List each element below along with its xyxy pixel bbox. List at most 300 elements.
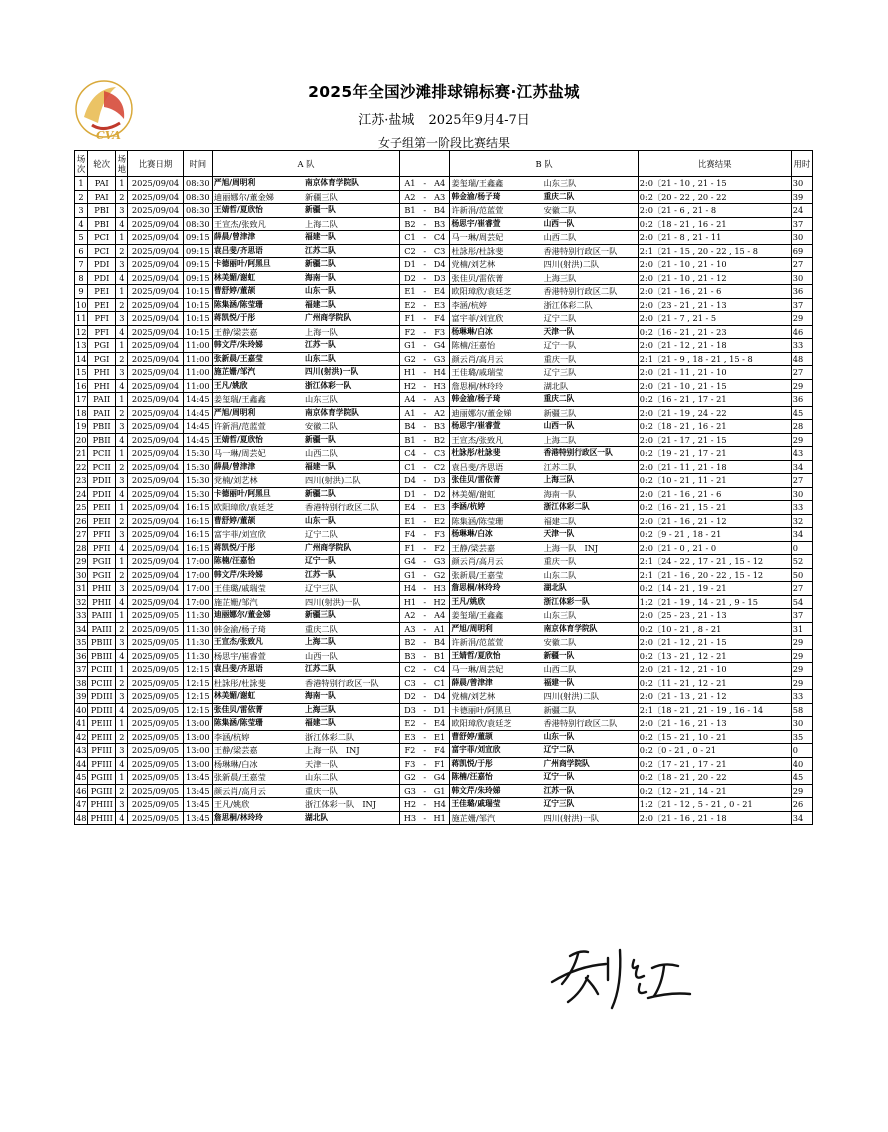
team-a-code: E3 [400, 730, 420, 744]
result: 2:0〔21 - 16 , 21 - 18 [638, 811, 791, 825]
result: 2:0〔21 - 11 , 21 - 18 [638, 460, 791, 474]
team-a-name: 山东二队 [304, 771, 400, 785]
team-b-players: 林美媚/谢虹 [450, 487, 543, 501]
team-a-name: 广州商学院队 [304, 312, 400, 326]
duration: 34 [791, 460, 812, 474]
result: 0:2〔18 - 21 , 16 - 21 [638, 420, 791, 434]
round: PEIII [88, 730, 116, 744]
code-separator: - [420, 231, 430, 245]
code-separator: - [420, 474, 430, 488]
time: 14:45 [183, 420, 212, 434]
round: PCI [88, 244, 116, 258]
header-row [75, 151, 813, 177]
court: 1 [116, 663, 128, 677]
team-a-name: 重庆一队 [304, 784, 400, 798]
duration: 30 [791, 487, 812, 501]
result: 2:0〔21 - 11 , 21 - 10 [638, 366, 791, 380]
date: 2025/09/04 [128, 433, 183, 447]
court: 4 [116, 703, 128, 717]
team-b-code: F3 [430, 528, 450, 542]
table-row [75, 298, 813, 312]
team-b-name: 香港特别行政区一队 [543, 244, 639, 258]
duration: 33 [791, 690, 812, 704]
team-a-name: 广州商学院队 [304, 541, 400, 555]
team-a-name: 天津一队 [304, 757, 400, 771]
match-no: 15 [76, 367, 87, 378]
match-no: 16 [76, 380, 87, 391]
team-a-name: 上海二队 [304, 217, 400, 231]
team-a-name: 山西二队 [304, 447, 400, 461]
court: 2 [116, 784, 128, 798]
team-b-players: 张佳贝/雷依菁 [450, 271, 543, 285]
round: PBI [88, 204, 116, 218]
team-b-name: 山西一队 [543, 420, 639, 434]
result: 0:2〔19 - 21 , 17 - 21 [638, 447, 791, 461]
code-separator: - [420, 703, 430, 717]
result: 0:2〔12 - 21 , 14 - 21 [638, 784, 791, 798]
round: PCIII [88, 663, 116, 677]
team-a-name: 新疆三队 [304, 609, 400, 623]
time: 17:00 [183, 582, 212, 596]
team-b-name: 重庆二队 [543, 190, 639, 204]
match-no: 4 [75, 217, 88, 231]
team-b-players: 薛晨/曾津津 [450, 676, 543, 690]
team-a-name: 上海一队 [304, 325, 400, 339]
court: 4 [116, 541, 128, 555]
court: 3 [116, 582, 128, 596]
team-a-players: 王凡/姚欣 [212, 798, 304, 812]
time: 14:45 [183, 393, 212, 407]
time: 08:30 [183, 217, 212, 231]
code-separator: - [420, 514, 430, 528]
code-separator: - [420, 784, 430, 798]
table-row [75, 487, 813, 501]
court: 3 [116, 204, 128, 218]
team-b-players: 李涵/杭婷 [450, 501, 543, 515]
team-a-players: 林美媚/谢虹 [212, 690, 304, 704]
duration: 30 [791, 717, 812, 731]
round: PHII [88, 582, 116, 596]
team-b-players: 蒋凯悦/于彤 [450, 757, 543, 771]
duration: 29 [791, 676, 812, 690]
team-b-players: 颜云肖/高月云 [450, 555, 543, 569]
code-separator: - [420, 690, 430, 704]
table-row [75, 757, 813, 771]
table-row [75, 595, 813, 609]
time: 11:00 [183, 339, 212, 353]
team-a-name: 新疆二队 [304, 487, 400, 501]
team-a-code: H1 [400, 595, 420, 609]
date: 2025/09/05 [128, 676, 183, 690]
court: 4 [116, 433, 128, 447]
match-no: 45 [76, 772, 87, 783]
court: 3 [116, 636, 128, 650]
team-a-players: 薛晨/曾津津 [212, 460, 304, 474]
duration: 69 [791, 244, 812, 258]
code-separator: - [420, 555, 430, 569]
duration: 33 [791, 339, 812, 353]
round: PGIII [88, 771, 116, 785]
team-b-players: 富宇菲/刘宣欣 [450, 312, 543, 326]
time: 11:00 [183, 379, 212, 393]
table-row [75, 231, 813, 245]
duration: 0 [791, 744, 812, 758]
time: 14:45 [183, 406, 212, 420]
team-b-players: 王婧哲/夏欣怡 [450, 649, 543, 663]
team-b-name: 辽宁三队 [543, 798, 639, 812]
round: PFI [88, 325, 116, 339]
code-separator: - [420, 501, 430, 515]
code-separator: - [420, 717, 430, 731]
col-result: 比赛结果 [638, 151, 791, 177]
team-a-players: 曹舒婷/董颉 [212, 514, 304, 528]
date: 2025/09/04 [128, 541, 183, 555]
team-a-name: 上海二队 [304, 636, 400, 650]
match-no: 12 [76, 326, 87, 337]
match-no: 44 [76, 758, 87, 769]
team-b-name: 新疆一队 [543, 649, 639, 663]
page-title: 2025年全国沙滩排球锦标赛·江苏盐城 [308, 83, 580, 101]
table-row [75, 339, 813, 353]
team-a-code: G1 [400, 568, 420, 582]
team-a-players: 王佳璐/戚瑞莹 [212, 582, 304, 596]
time: 12:15 [183, 703, 212, 717]
team-b-code: B3 [430, 217, 450, 231]
team-b-name: 重庆二队 [543, 393, 639, 407]
round: PDII [88, 474, 116, 488]
team-a-code: E2 [400, 717, 420, 731]
round: PGI [88, 339, 116, 353]
round: PAII [88, 406, 116, 420]
round: PHIII [88, 811, 116, 825]
code-separator: - [420, 798, 430, 812]
team-a-name: 福建二队 [304, 298, 400, 312]
team-a-code: B1 [400, 433, 420, 447]
round: PFIII [88, 744, 116, 758]
team-a-players: 颜云肖/高月云 [212, 784, 304, 798]
team-b-name: 山东一队 [543, 730, 639, 744]
duration: 50 [791, 568, 812, 582]
round: PFII [88, 541, 116, 555]
team-b-players: 杨思宇/崔睿萱 [450, 420, 543, 434]
date: 2025/09/04 [128, 271, 183, 285]
team-b-players: 李涵/杭婷 [450, 298, 543, 312]
team-b-name: 香港特别行政区二队 [543, 285, 639, 299]
subtitle [0, 109, 888, 128]
time: 11:30 [183, 649, 212, 663]
match-no: 34 [76, 623, 87, 634]
team-a-code: E2 [400, 298, 420, 312]
date: 2025/09/05 [128, 798, 183, 812]
code-separator: - [420, 636, 430, 650]
team-a-players: 王凡/姚欣 [212, 379, 304, 393]
team-b-name: 天津一队 [543, 528, 639, 542]
date: 2025/09/05 [128, 717, 183, 731]
team-a-code: G2 [400, 352, 420, 366]
time: 11:30 [183, 622, 212, 636]
result: 0:2〔11 - 21 , 12 - 21 [638, 676, 791, 690]
date: 2025/09/04 [128, 204, 183, 218]
code-separator: - [420, 285, 430, 299]
team-a-code: F1 [400, 541, 420, 555]
result: 0:2〔13 - 21 , 12 - 21 [638, 649, 791, 663]
court: 1 [116, 609, 128, 623]
table-row [75, 474, 813, 488]
result: 2:0〔21 - 6 , 21 - 8 [638, 204, 791, 218]
code-separator: - [420, 447, 430, 461]
table-row [75, 285, 813, 299]
team-a-name: 海南一队 [304, 690, 400, 704]
duration: 43 [791, 447, 812, 461]
team-b-code: F2 [430, 541, 450, 555]
team-b-code: H4 [430, 798, 450, 812]
match-no: 22 [76, 461, 87, 472]
col-time: 时间 [183, 151, 212, 177]
table-row [75, 771, 813, 785]
code-separator: - [420, 325, 430, 339]
team-b-players: 张佳贝/雷依菁 [450, 474, 543, 488]
team-a-players: 党楠/刘艺林 [212, 474, 304, 488]
team-a-code: C3 [400, 676, 420, 690]
date: 2025/09/05 [128, 730, 183, 744]
team-b-code: B1 [430, 649, 450, 663]
team-b-name: 重庆一队 [543, 555, 639, 569]
result: 0:2〔17 - 21 , 17 - 21 [638, 757, 791, 771]
duration: 37 [791, 609, 812, 623]
team-a-code: E1 [400, 514, 420, 528]
team-b-name: 辽宁一队 [543, 339, 639, 353]
result: 2:0〔21 - 16 , 21 - 6 [638, 285, 791, 299]
match-no: 23 [76, 475, 87, 486]
time: 16:15 [183, 514, 212, 528]
time: 15:30 [183, 460, 212, 474]
duration: 29 [791, 636, 812, 650]
team-b-name: 辽宁二队 [543, 744, 639, 758]
time: 17:00 [183, 568, 212, 582]
code-separator: - [420, 379, 430, 393]
team-a-code: F1 [400, 312, 420, 326]
table-row [75, 622, 813, 636]
match-no: 5 [75, 231, 88, 245]
time: 09:15 [183, 271, 212, 285]
code-separator: - [420, 528, 430, 542]
result: 0:2〔14 - 21 , 19 - 21 [638, 582, 791, 596]
team-a-name: 辽宁一队 [304, 555, 400, 569]
team-a-name: 山东三队 [304, 393, 400, 407]
duration: 37 [791, 298, 812, 312]
match-no: 42 [76, 731, 87, 742]
team-a-name: 香港特别行政区二队 [304, 501, 400, 515]
table-row [75, 730, 813, 744]
court: 2 [116, 622, 128, 636]
result: 2:0〔21 - 0 , 21 - 0 [638, 541, 791, 555]
team-b-name: 江苏一队 [543, 784, 639, 798]
time: 09:15 [183, 258, 212, 272]
code-separator: - [420, 771, 430, 785]
table-row [75, 501, 813, 515]
team-a-code: D4 [400, 474, 420, 488]
team-a-players: 陈集涵/陈莹珊 [212, 717, 304, 731]
duration: 24 [791, 204, 812, 218]
time: 09:15 [183, 244, 212, 258]
team-a-name: 四川(射洪)一队 [304, 595, 400, 609]
team-a-code: D1 [400, 487, 420, 501]
team-b-players: 陈楠/汪嘉怡 [450, 771, 543, 785]
team-b-name: 海南一队 [543, 487, 639, 501]
event-dates: 2025年9月4-7日 [428, 113, 530, 128]
code-separator: - [420, 595, 430, 609]
team-a-players: 杜詠彤/杜詠斐 [212, 676, 304, 690]
court: 4 [116, 595, 128, 609]
team-b-name: 四川(射洪)二队 [543, 258, 639, 272]
result: 1:2〔21 - 19 , 14 - 21 , 9 - 15 [638, 595, 791, 609]
court: 3 [116, 366, 128, 380]
court: 4 [116, 379, 128, 393]
team-b-code: H4 [430, 366, 450, 380]
date: 2025/09/04 [128, 339, 183, 353]
time: 16:15 [183, 528, 212, 542]
team-b-players: 姜玺瑞/王鑫鑫 [450, 177, 543, 191]
duration: 26 [791, 798, 812, 812]
match-no: 36 [76, 650, 87, 661]
team-a-name: 山东一队 [304, 285, 400, 299]
time: 10:15 [183, 312, 212, 326]
team-a-players: 王婧哲/夏欣怡 [212, 433, 304, 447]
team-a-code: C4 [400, 447, 420, 461]
team-a-players: 陈集涵/陈莹珊 [212, 298, 304, 312]
team-b-name: 山西二队 [543, 231, 639, 245]
table-row [75, 582, 813, 596]
court: 3 [116, 528, 128, 542]
team-a-name: 山西一队 [304, 649, 400, 663]
team-b-name: 山西一队 [543, 217, 639, 231]
court: 1 [116, 771, 128, 785]
court: 1 [116, 231, 128, 245]
table-row [75, 393, 813, 407]
date: 2025/09/05 [128, 744, 183, 758]
team-a-name: 辽宁三队 [304, 582, 400, 596]
time: 15:30 [183, 474, 212, 488]
team-b-code: C4 [430, 663, 450, 677]
team-b-players: 许新涓/范蓝萱 [450, 204, 543, 218]
team-a-players: 张新晨/王嘉莹 [212, 352, 304, 366]
date: 2025/09/04 [128, 487, 183, 501]
result: 0:2〔9 - 21 , 18 - 21 [638, 528, 791, 542]
duration: 0 [791, 541, 812, 555]
round: PAI [88, 177, 116, 191]
match-no: 32 [76, 596, 87, 607]
date: 2025/09/04 [128, 555, 183, 569]
match-no: 41 [76, 718, 87, 729]
code-separator: - [420, 541, 430, 555]
round: PEII [88, 514, 116, 528]
match-no: 26 [76, 515, 87, 526]
team-a-players: 韩文芹/朱玲娣 [212, 568, 304, 582]
team-a-players: 姜玺瑞/王鑫鑫 [212, 393, 304, 407]
table-row [75, 177, 813, 191]
team-a-code: E4 [400, 501, 420, 515]
team-a-players: 严旭/周明利 [212, 406, 304, 420]
court: 4 [116, 649, 128, 663]
round: PBII [88, 433, 116, 447]
team-a-players: 林美媚/谢虹 [212, 271, 304, 285]
table-row [75, 204, 813, 218]
duration: 39 [791, 190, 812, 204]
team-a-code: H2 [400, 798, 420, 812]
team-b-name: 新疆三队 [543, 406, 639, 420]
date: 2025/09/04 [128, 474, 183, 488]
team-b-players: 马一琳/周芸妃 [450, 663, 543, 677]
team-b-code: D1 [430, 703, 450, 717]
team-b-code: A1 [430, 622, 450, 636]
team-b-players: 颜云肖/高月云 [450, 352, 543, 366]
table-row [75, 258, 813, 272]
code-separator: - [420, 177, 430, 191]
team-a-players: 薛晨/曾津津 [212, 231, 304, 245]
round: PBII [88, 420, 116, 434]
court: 2 [116, 514, 128, 528]
match-no: 40 [76, 704, 87, 715]
team-b-code: C1 [430, 676, 450, 690]
court: 4 [116, 487, 128, 501]
team-b-code: F1 [430, 757, 450, 771]
duration: 37 [791, 217, 812, 231]
team-b-code: G3 [430, 352, 450, 366]
team-b-code: A2 [430, 406, 450, 420]
time: 16:15 [183, 541, 212, 555]
court: 4 [116, 757, 128, 771]
team-a-players: 欧阳璋欣/袁廷芝 [212, 501, 304, 515]
date: 2025/09/04 [128, 460, 183, 474]
team-a-name: 上海三队 [304, 703, 400, 717]
round: PHI [88, 366, 116, 380]
team-b-name: 南京体育学院队 [543, 622, 639, 636]
team-a-players: 张新晨/王嘉莹 [212, 771, 304, 785]
duration: 29 [791, 312, 812, 326]
team-b-players: 王静/梁芸嘉 [450, 541, 543, 555]
match-no: 47 [76, 799, 87, 810]
team-b-players: 欧阳璋欣/袁廷芝 [450, 717, 543, 731]
date: 2025/09/04 [128, 177, 183, 191]
round: PHI [88, 379, 116, 393]
team-a-name: 安徽二队 [304, 420, 400, 434]
code-separator: - [420, 663, 430, 677]
duration: 40 [791, 757, 812, 771]
team-a-code: C2 [400, 244, 420, 258]
team-b-name: 香港特别行政区一队 [543, 447, 639, 461]
team-b-code: H1 [430, 811, 450, 825]
team-b-code: E1 [430, 730, 450, 744]
team-b-name: 福建一队 [543, 676, 639, 690]
team-a-players: 施芷姗/邹汽 [212, 366, 304, 380]
team-a-name: 江苏二队 [304, 663, 400, 677]
duration: 32 [791, 514, 812, 528]
result: 2:0〔21 - 12 , 21 - 15 [638, 636, 791, 650]
match-no: 6 [75, 244, 88, 258]
team-a-code: H2 [400, 379, 420, 393]
table-row [75, 663, 813, 677]
match-no: 37 [76, 664, 87, 675]
match-no: 9 [75, 285, 88, 299]
table-row [75, 717, 813, 731]
team-a-name: 福建一队 [304, 231, 400, 245]
team-a-name: 山东二队 [304, 352, 400, 366]
code-separator: - [420, 271, 430, 285]
round: PCII [88, 447, 116, 461]
table-row [75, 325, 813, 339]
duration: 34 [791, 528, 812, 542]
team-a-code: A1 [400, 406, 420, 420]
